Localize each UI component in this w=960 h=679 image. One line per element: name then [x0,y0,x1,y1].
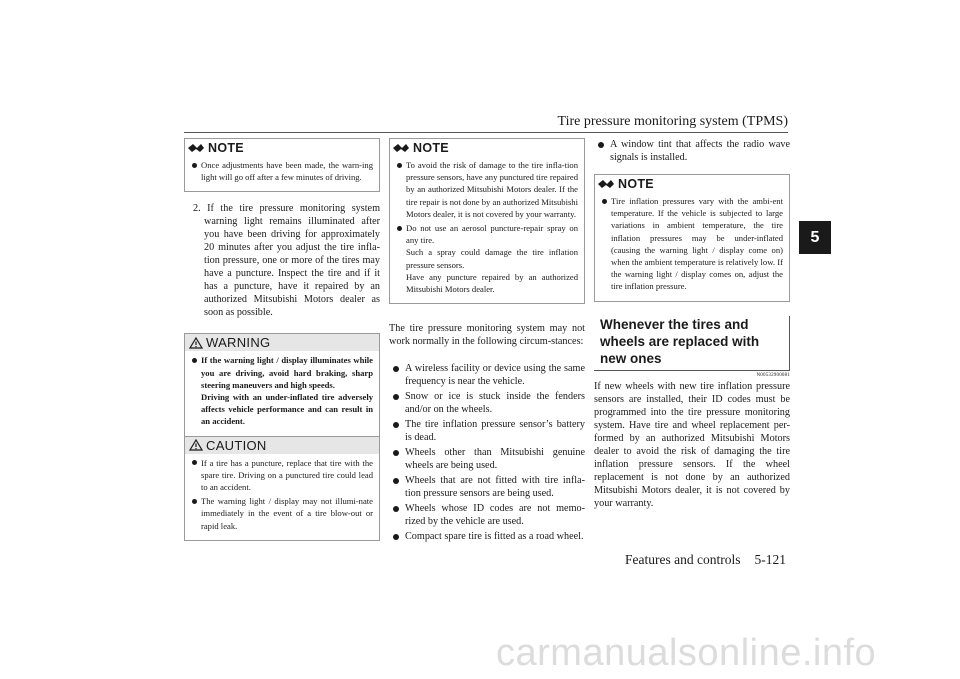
note-body [185,156,379,191]
note-item-line: Do not use an aerosol puncture-repair spray on any tire. [406,223,578,246]
section-code: N00532900081 [756,372,790,378]
note-item: Tire inflation pressures vary with the ambi-ent temperature. If the vehicle is subjected to large variations in ambient temperature, the tire inflation pressures may be under-inflated (causing the warning light / display come on) when the ambient temperature is relatively low. If the warning light / display comes on, adjust the tire inflation pressure. [601,195,783,293]
caution-label: CAUTION [206,437,267,453]
caution-item: The warning light / display may not illumi-nate immediately in the event of a tire blow-out or rapid leak. [191,495,373,532]
list-item: Snow or ice is stuck inside the fenders and/or on the wheels. [389,390,585,416]
list-item: Compact spare tire is fitted as a road wheel. [389,530,585,543]
circumstance-list [389,362,585,543]
note-label: NOTE [208,140,244,155]
warning-item-text: If the warning light / display illuminates while you are driving, avoid hard braking, sharp steering maneuvers and high speeds. [201,355,373,390]
note-label: NOTE [618,176,654,191]
caution-box [184,437,380,541]
warning-body [185,351,379,435]
list-item: A wireless facility or device using the same frequency is near the vehicle. [389,362,585,388]
note-header [390,139,584,156]
column-2 [389,138,585,545]
step-2-text: 2. If the tire pressure monitoring system warning light remains illuminated after you have been driving for approximately 20 minutes after you adjust the tire infla-tion pressure, one or more of the tires may have a puncture. Inspect the tire and if it has a puncture, have it repaired by an authorized Mitsubishi Motors dealer as soon as possible. [193,203,380,319]
note-icon [187,142,205,154]
watermark: carmanualsonline.info [496,632,877,674]
note-item: To avoid the risk of damage to the tire infla-tion pressure sensors, have any punctured tire repaired by an authorized Mitsubishi Motors dealer. If the tire repair is not done by an authorized Mitsubishi Motors dealer, it is not covered by your warranty. [396,159,578,220]
warning-box [184,333,380,436]
note-header [595,175,789,192]
page-footer [625,552,786,568]
note-body [595,192,789,301]
header-rule [184,132,788,133]
page-header-title: Tire pressure monitoring system (TPMS) [557,114,788,129]
warning-triangle-icon [189,337,203,349]
section-paragraph: If new wheels with new tire inflation pressure sensors are installed, their ID codes must be programmed into the tire pressure monitoring system. Have tire and wheel replacement per-formed by an authorized Mitsubishi Motors dealer to avoid the risk of damaging the tire inflation pressure sensors. If the wheel replacement is not done by an authorized Mitsubishi Motors dealer, it is not covered by your warranty. [594,380,790,509]
note-icon [392,142,410,154]
warning-header [185,334,379,351]
chapter-tab: 5 [799,221,831,254]
note-label: NOTE [413,140,449,155]
caution-triangle-icon [189,439,203,451]
caution-item: If a tire has a puncture, replace that tire with the spare tire. Driving on a punctured tire could lead to an accident. [191,457,373,494]
note-item-line: Such a spray could damage the tire inflation pressure sensors. [406,247,578,270]
note-box [184,138,380,192]
list-item: Wheels other than Mitsubishi genuine wheels are being used. [389,446,585,472]
warning-label: WARNING [206,335,271,351]
column-1 [184,138,380,541]
note-item-line: Have any puncture repaired by an authorized Mitsubishi Motors dealer. [406,271,578,295]
caution-body [185,454,379,540]
column-3 [594,138,790,510]
note-body [390,156,584,303]
list-item: A window tint that affects the radio wave signals is installed. [594,138,790,164]
footer-page-number: 5-121 [754,552,786,567]
note-header [185,139,379,156]
note-item: Once adjustments have been made, the warn-ing light will go off after a few minutes of driving. [191,159,373,183]
list-item: The tire inflation pressure sensor’s battery is dead. [389,418,585,444]
intro-paragraph: The tire pressure monitoring system may not work normally in the following circum-stances: [389,323,585,348]
note-icon [597,178,615,190]
caution-header [185,437,379,454]
note-box [389,138,585,304]
section-heading: Whenever the tires and wheels are replaced with new ones [594,316,790,371]
footer-section: Features and controls [625,552,741,567]
note-box [594,174,790,302]
note-item [396,222,578,295]
warning-item-extra: Driving with an under-inflated tire adversely affects vehicle performance and can result in an accident. [201,392,373,427]
list-item: Wheels that are not fitted with tire infla-tion pressure sensors are being used. [389,474,585,500]
warning-item [191,354,373,427]
list-item: Wheels whose ID codes are not memo-rized by the vehicle are used. [389,502,585,528]
